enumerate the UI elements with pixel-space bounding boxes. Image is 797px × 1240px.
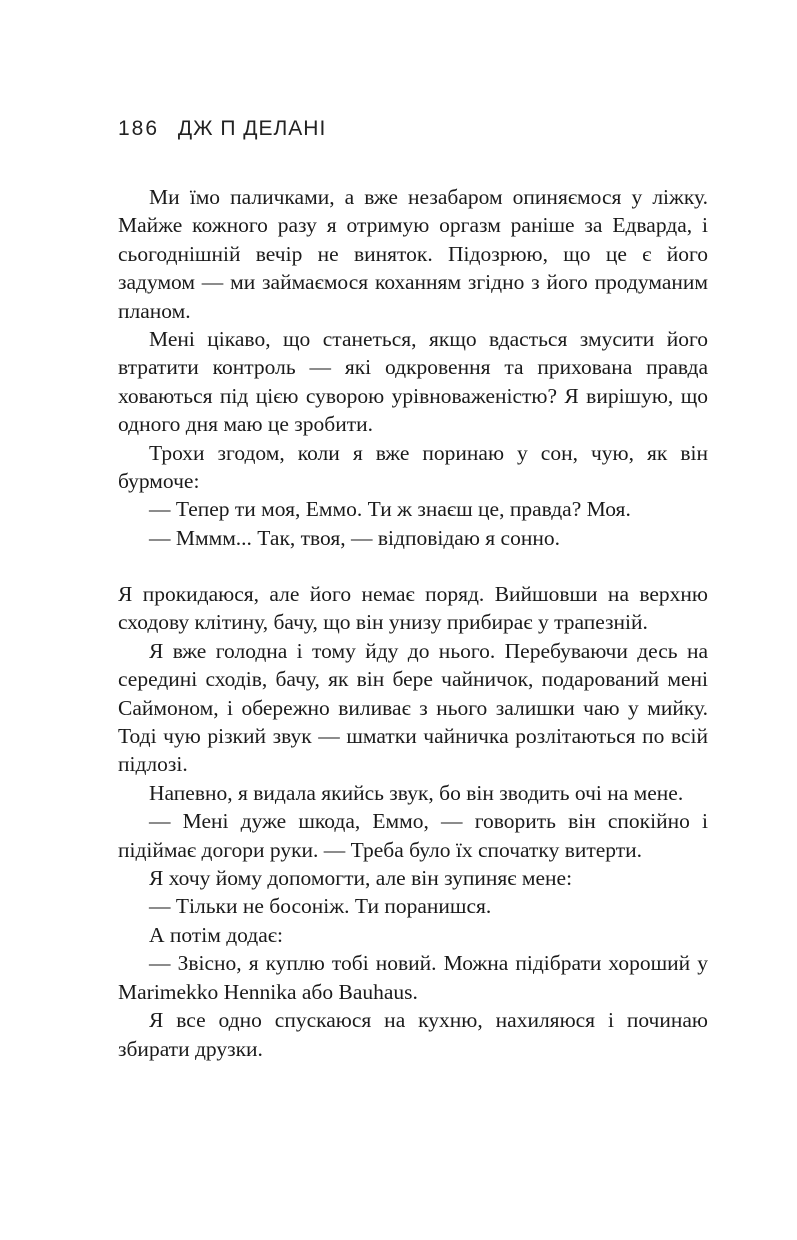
dialogue-line: — Мммм... Так, твоя, — відповідаю я сонно.: [149, 525, 560, 550]
text-section-1: [118, 183, 708, 552]
dialogue-line: — Мені дуже шкода, Еммо, — говорить він спокійно і підіймає догори руки. — Треба було їх спочатку витерти.: [118, 809, 708, 862]
dialogue-line: — Звісно, я куплю тобі новий. Можна підібрати хороший у Marimekko Hennika або Bauhaus.: [118, 951, 708, 1004]
paragraph: Я хочу йому допомогти, але він зупиняє мене:: [149, 866, 573, 891]
paragraph: Я вже голодна і тому йду до нього. Перебуваючи десь на середині сходів, бачу, як він бере чайничок, подарований мені Саймоном, і обережно виливає з нього залишки чаю у мийку. Тоді чую різкий звук — шматки чайничка розлітаються по всій підлозі.: [118, 638, 708, 777]
paragraph: Ми їмо паличками, а вже незабаром опиняємося у ліжку. Майже кожного разу я отримую оргазм раніше за Едварда, і сьогоднішній вечір не виняток. Підозрюю, що це є його задумом — ми займаємося коханням згідно з його продуманим планом.: [118, 185, 708, 323]
paragraph: А потім додає:: [149, 922, 283, 947]
paragraph: Трохи згодом, коли я вже поринаю у сон, чую, як він бурмоче:: [118, 440, 708, 494]
paragraph: Мені цікаво, що станеться, якщо вдасться змусити його втратити контроль — які одкровення та прихована правда ховаються під цією суворою урівноваженістю? Я вирішую, що одного дня маю це зробити.: [118, 327, 708, 437]
paragraph: Я все одно спускаюся на кухню, нахиляюся і починаю збирати друзки.: [118, 1008, 708, 1061]
paragraph: Напевно, я видала якийсь звук, бо він зводить очі на мене.: [149, 780, 684, 805]
dialogue-line: — Тільки не босоніж. Ти поранишся.: [149, 894, 492, 919]
page-number: 186: [118, 117, 160, 140]
running-title: ДЖ П ДЕЛАНІ: [177, 117, 327, 140]
dialogue-line: — Тепер ти моя, Еммо. Ти ж знаєш це, правда? Моя.: [149, 497, 631, 522]
running-header: [118, 117, 326, 141]
section-opening-paragraph: Я прокидаюся, але його немає поряд. Вийшовши на верхню сходову клітину, бачу, що він унизу прибирає у трапезній.: [118, 582, 708, 635]
text-section-2: [118, 580, 708, 1063]
